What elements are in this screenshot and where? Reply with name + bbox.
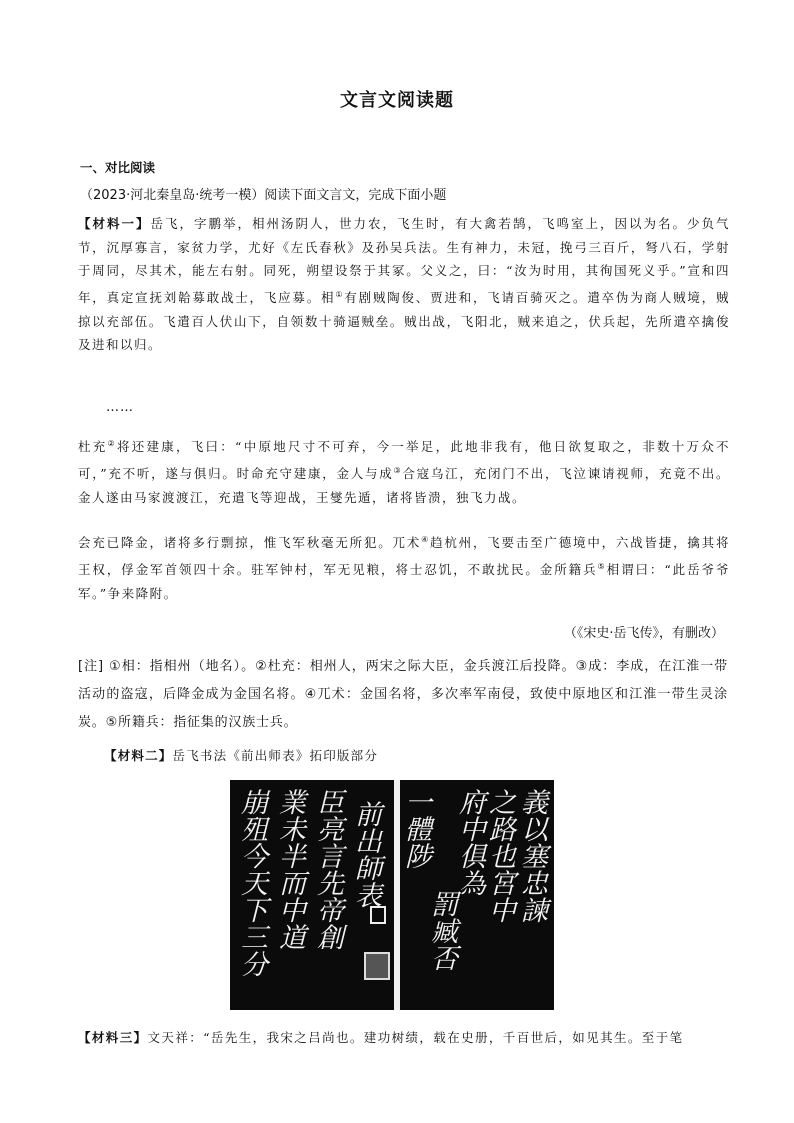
source-attribution: （《宋史·岳飞传》，有删改）: [563, 626, 724, 641]
para2-text: 将还建康，飞曰：“中原地尺寸不可弃，今一举足，此地非我有，他日欲复取之，非数十万众不可，”充不听，遂与俱归。时命充守建康，金人与成: [78, 439, 730, 481]
material1-paragraph3: [78, 528, 730, 605]
rubbing-column: 義以塞忠諫: [516, 788, 547, 923]
rubbing-column: 一體陟: [400, 788, 431, 869]
section-heading: 一、对比阅读: [80, 160, 156, 175]
rubbing-column: 業未半而中道: [274, 788, 305, 950]
seal-stamp: [364, 952, 390, 980]
material1-text-tail: 有剧贼陶俊、贾进和，飞请百骑灭之。遣卒伪为商人贼境，贼掠以充部伍。飞遣百人伏山下，自领数十骑逼贼垒。贼出战，飞阳北，贼来追之，伏兵起，先所遣卒擒俊及进和以归。: [78, 289, 730, 353]
para3-mid: 趋杭州，飞要击至广德境中，六战皆捷，擒其将王权，俘金军首领四十余。驻军钟村，军无见粮，将士忍饥，不敢扰民。金所籍兵: [78, 535, 730, 577]
rubbing-column: 罰臧否: [426, 890, 457, 971]
material3-label: 【材料三】: [78, 1030, 148, 1045]
rubbing-left-panel: [230, 780, 394, 1010]
seal-mark: [370, 906, 386, 924]
note-mark-5: ⑤: [597, 561, 607, 571]
material2-text: 岳飞书法《前出师表》拓印版部分: [172, 748, 379, 763]
note-mark-3: ③: [393, 465, 403, 475]
note-mark-2: ②: [107, 439, 117, 448]
rubbing-column: 之路也宮中: [484, 788, 515, 923]
rubbing-column: 府中俱為: [454, 788, 485, 896]
material1-paragraph2: [78, 432, 730, 509]
rubbing-column: 臣亮言先帝創: [312, 788, 343, 950]
page-title: 文言文阅读题: [340, 90, 454, 111]
material1-text: 岳飞，字鹏举，相州汤阴人，世力农，飞生时，有大禽若鹄，飞鸣室上，因以为名。少负气节，沉厚寡言，家贫力学，尤好《左氏春秋》及孙吴兵法。生有神力，未冠，挽弓三百斤，弩八石，学射于周同，尽其术，能左右射。同死，朔望设祭于其冢。父义之，曰：“汝为时用，其徇国死义乎。”宣和四年，真定宣抚刘韐募敢战士，飞应募。相: [78, 216, 730, 305]
material2-caption: [104, 746, 378, 764]
rubbing-right-panel: [400, 780, 554, 1010]
calligraphy-rubbing-image: [230, 780, 554, 1010]
para2-head: 杜充: [78, 439, 108, 455]
annotation-notes: [注] ①相：指相州（地名）。②杜充：相州人，两宋之际大臣，金兵渡江后投降。③成：李成，在江淮一带活动的盗寇，后降金成为金国名将。④兀术：金国名将，多次率军南侵，致使中原地区和江淮一带生灵涂炭。⑤所籍兵：指征集的汉族士兵。: [78, 659, 728, 730]
material1-paragraph1: [78, 212, 730, 357]
rubbing-column: 前出師表: [350, 800, 381, 908]
note-mark-1: ①: [335, 289, 345, 299]
rubbing-column: 崩殂今天下三分: [236, 788, 267, 977]
material2-label: 【材料二】: [104, 748, 173, 763]
para3-head: 会充已降金，诸将多行剽掠，惟飞军秋毫无所犯。兀术: [78, 535, 422, 551]
material3-text: 文天祥：“岳先生，我宋之吕尚也。建功树绩，载在史册，千百世后，如见其生。至于笔: [147, 1030, 684, 1045]
para2-tail: 合寇乌江，充闭门不出，飞泣谏请视师，充竟不出。金人遂由马家渡渡江，充遣飞等迎战，王燮先遁，诸将皆溃，独飞力战。: [78, 465, 730, 505]
para3-tail: 相谓曰：“此岳爷爷军。”争来降附。: [78, 561, 730, 601]
note-mark-4: ④: [421, 535, 431, 544]
material1-label: 【材料一】: [78, 216, 151, 231]
ellipsis: ……: [106, 400, 134, 415]
material3-paragraph: [78, 1028, 738, 1046]
question-source-line: （2023·河北秦皇岛·统考一模）阅读下面文言文，完成下面小题: [80, 188, 447, 203]
